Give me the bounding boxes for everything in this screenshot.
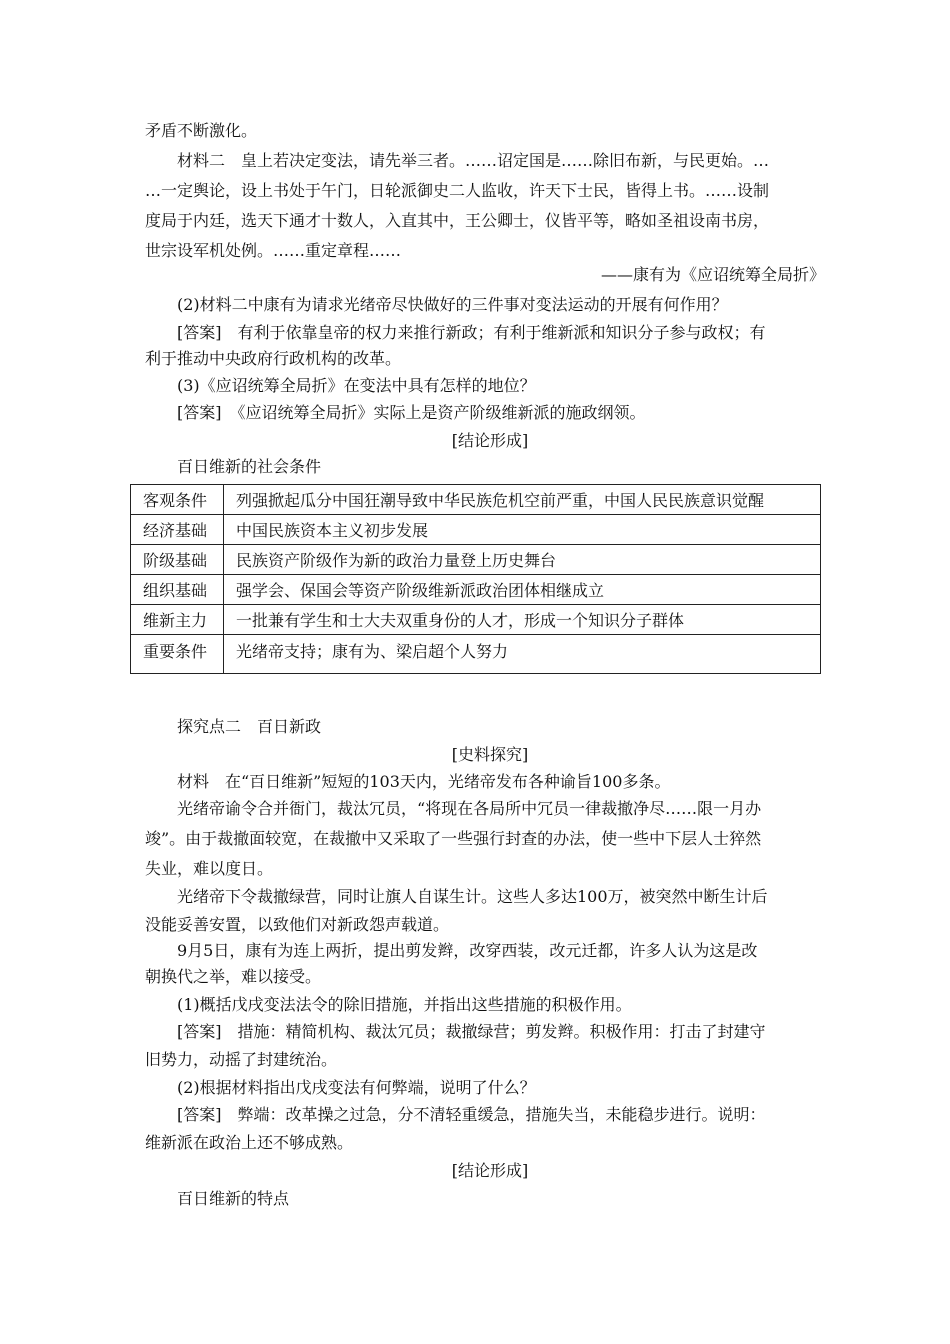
table-value: 光绪帝支持；康有为、梁启超个人努力 [224, 635, 821, 674]
answer-1-line: [答案] 措施：精简机构、裁汰冗员；裁撤绿营；剪发辫。积极作用：打击了封建守 [177, 1022, 766, 1041]
material-two-line: 度局于内廷，选天下通才十数人，入直其中，王公卿士，仪皆平等，略如圣祖设南书房， [145, 211, 770, 230]
table-value: 民族资产阶级作为新的政治力量登上历史舞台 [224, 545, 821, 575]
question-2: (2)材料二中康有为请求光绪帝尽快做好的三件事对变法运动的开展有何作用？ [177, 295, 728, 314]
material-para-2-line: 光绪帝下令裁撤绿营，同时让旗人自谋生计。这些人多达100万，被突然中断生计后 [177, 887, 768, 906]
material-para-1-line: 竣”。由于裁撤面较宽，在裁撤中又采取了一些强行封查的办法，使一些中下层人士猝然 [145, 829, 762, 848]
table-key: 重要条件 [131, 635, 224, 674]
material-para-1-line: 光绪帝谕令合并衙门，裁汰冗员，“将现在各局所中冗员一律裁撤净尽……限一月办 [177, 799, 762, 818]
answer-3: [答案] 《应诏统筹全局折》实际上是资产阶级维新派的施政纲领。 [177, 403, 646, 422]
section-title: 探究点二 百日新政 [177, 717, 322, 736]
conditions-table [130, 484, 821, 674]
table-value: 中国民族资本主义初步发展 [224, 515, 821, 545]
answer-1-line: 旧势力，动摇了封建统治。 [145, 1050, 338, 1069]
table-row [131, 485, 821, 515]
answer-2b-line: 维新派在政治上还不够成熟。 [145, 1133, 354, 1152]
material-source: ——康有为《应诏统筹全局折》 [600, 265, 825, 284]
conclusion-heading: [结论形成] [451, 431, 529, 450]
source-heading: [史料探究] [451, 745, 529, 764]
table-value: 列强掀起瓜分中国狂潮导致中华民族危机空前严重，中国人民民族意识觉醒 [224, 485, 821, 515]
table-title: 百日维新的社会条件 [177, 457, 322, 476]
table-row [131, 545, 821, 575]
conclusion-heading-2: [结论形成] [451, 1161, 529, 1180]
text-line: 矛盾不断激化。 [145, 121, 258, 140]
material-two-line: 世宗设军机处例。……重定章程…… [145, 241, 402, 260]
table-key: 经济基础 [131, 515, 224, 545]
question-2b: (2)根据材料指出戊戌变法有何弊端，说明了什么？ [177, 1078, 536, 1097]
material-para-3-line: 朝换代之举，难以接受。 [145, 967, 322, 986]
question-1: (1)概括戊戌变法法令的除旧措施，并指出这些措施的积极作用。 [177, 995, 632, 1014]
answer-2-line: 利于推动中央政府行政机构的改革。 [145, 349, 402, 368]
table-key: 维新主力 [131, 605, 224, 635]
material-two-line: 材料二 皇上若决定变法，请先举三者。……诏定国是……除旧布新，与民更始。… [177, 151, 770, 170]
table-key: 客观条件 [131, 485, 224, 515]
table-key: 组织基础 [131, 575, 224, 605]
features-title: 百日维新的特点 [177, 1189, 290, 1208]
material-para-3-line: 9月5日，康有为连上两折，提出剪发辫，改穿西装，改元迁都，许多人认为这是改 [177, 941, 758, 960]
material-para-1-line: 失业，难以度日。 [145, 859, 274, 878]
table-row [131, 605, 821, 635]
material-para-2-line: 没能妥善安置，以致他们对新政怨声载道。 [145, 915, 450, 934]
material-intro: 材料 在“百日维新”短短的103天内，光绪帝发布各种谕旨100多条。 [177, 772, 671, 791]
table-key: 阶级基础 [131, 545, 224, 575]
table-row [131, 575, 821, 605]
table-value: 一批兼有学生和士大夫双重身份的人才，形成一个知识分子群体 [224, 605, 821, 635]
answer-2b-line: [答案] 弊端：改革操之过急，分不清轻重缓急，措施失当，未能稳步进行。说明： [177, 1105, 766, 1124]
table-row [131, 515, 821, 545]
question-3: (3)《应诏统筹全局折》在变法中具有怎样的地位？ [177, 376, 536, 395]
table-value: 强学会、保国会等资产阶级维新派政治团体相继成立 [224, 575, 821, 605]
answer-2-line: [答案] 有利于依靠皇帝的权力来推行新政；有利于维新派和知识分子参与政权；有 [177, 323, 766, 342]
material-two-line: …一定舆论，设上书处于午门，日轮派御史二人监收，许天下士民，皆得上书。……设制 [145, 181, 770, 200]
table-row [131, 635, 821, 674]
